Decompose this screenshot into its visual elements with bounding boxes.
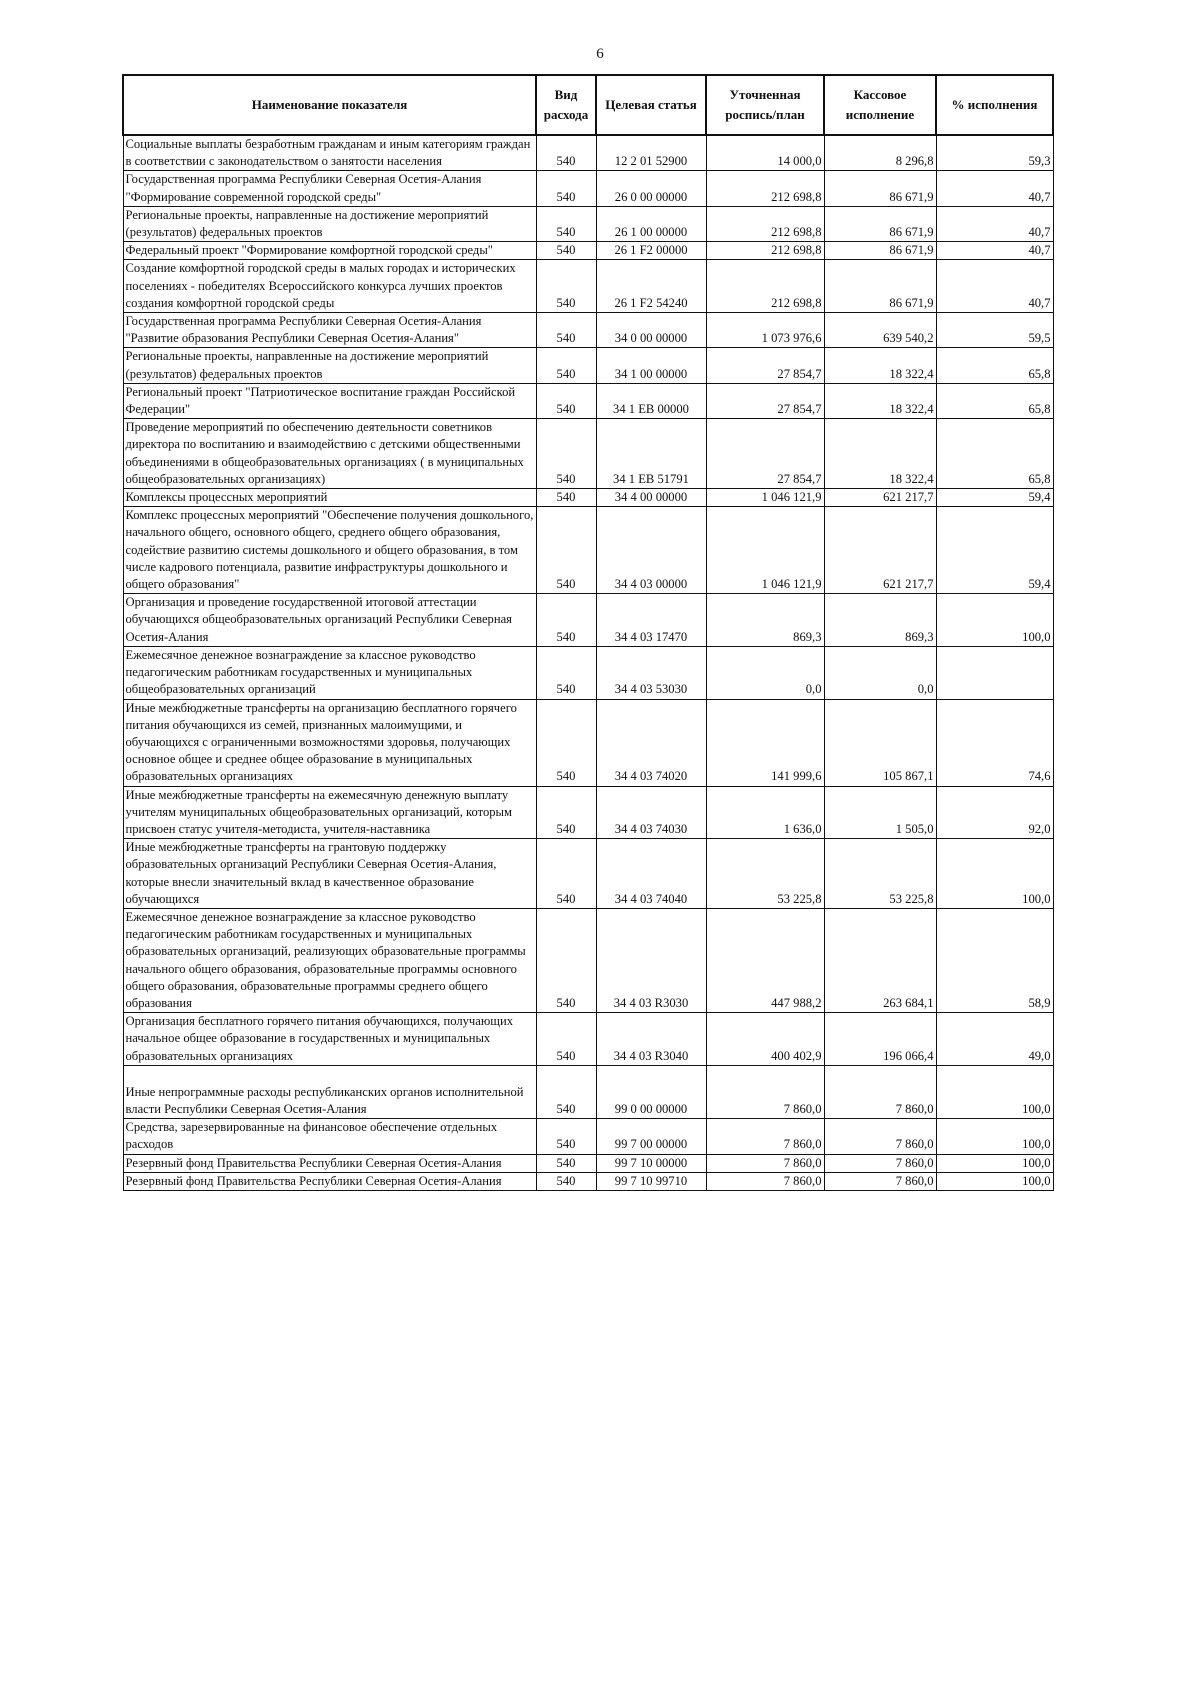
- cell-cel: 34 1 EB 51791: [596, 419, 706, 489]
- table-row: [123, 206, 1053, 241]
- cell-kass: 7 860,0: [824, 1119, 936, 1154]
- cell-cel: 99 7 10 00000: [596, 1154, 706, 1172]
- cell-plan: 7 860,0: [706, 1154, 824, 1172]
- cell-name: Ежемесячное денежное вознаграждение за классное руководство педагогическим работникам государственных и муниципальных общеобразовательных организаций: [123, 646, 536, 699]
- cell-pct: 40,7: [936, 260, 1053, 313]
- table-row: [123, 507, 1053, 594]
- table-row: [123, 908, 1053, 1012]
- cell-cel: 34 4 03 74030: [596, 786, 706, 839]
- cell-name: Организация и проведение государственной итоговой аттестации обучающихся общеобразовательных организаций Республики Северная Осетия-Алания: [123, 594, 536, 647]
- cell-cel: 34 4 03 53030: [596, 646, 706, 699]
- cell-vid: 540: [536, 1172, 596, 1190]
- cell-vid: 540: [536, 699, 596, 786]
- cell-plan: 869,3: [706, 594, 824, 647]
- table-row: [123, 1172, 1053, 1190]
- cell-pct: 40,7: [936, 206, 1053, 241]
- cell-plan: 0,0: [706, 646, 824, 699]
- cell-pct: 65,8: [936, 419, 1053, 489]
- cell-cel: 34 4 03 74040: [596, 839, 706, 909]
- cell-cel: 34 4 03 R3030: [596, 908, 706, 1012]
- cell-plan: 400 402,9: [706, 1013, 824, 1066]
- cell-vid: 540: [536, 313, 596, 348]
- table-header-row: [123, 75, 1053, 135]
- cell-cel: 34 4 03 74020: [596, 699, 706, 786]
- cell-kass: 105 867,1: [824, 699, 936, 786]
- cell-plan: 27 854,7: [706, 348, 824, 383]
- table-row: [123, 489, 1053, 507]
- cell-plan: 1 073 976,6: [706, 313, 824, 348]
- cell-plan: 141 999,6: [706, 699, 824, 786]
- cell-name: Проведение мероприятий по обеспечению деятельности советников директора по воспитанию и взаимодействию с детскими общественными объединениями в общеобразовательных организациях ( в муниципальных общеобразовательных организациях): [123, 419, 536, 489]
- cell-pct: 59,4: [936, 507, 1053, 594]
- cell-name: Региональный проект "Патриотическое воспитание граждан Российской Федерации": [123, 383, 536, 418]
- cell-kass: 8 296,8: [824, 135, 936, 171]
- cell-pct: 100,0: [936, 1172, 1053, 1190]
- table-row: [123, 594, 1053, 647]
- cell-kass: 18 322,4: [824, 348, 936, 383]
- cell-vid: 540: [536, 242, 596, 260]
- budget-execution-table: [122, 74, 1054, 1191]
- cell-pct: 40,7: [936, 242, 1053, 260]
- cell-vid: 540: [536, 839, 596, 909]
- cell-cel: 34 1 EB 00000: [596, 383, 706, 418]
- cell-plan: 1 046 121,9: [706, 507, 824, 594]
- table-row: [123, 839, 1053, 909]
- cell-kass: 18 322,4: [824, 383, 936, 418]
- cell-pct: 100,0: [936, 1119, 1053, 1154]
- header-pct: % исполнения: [936, 75, 1053, 135]
- header-vid: Вид расхода: [536, 75, 596, 135]
- cell-name: Иные межбюджетные трансферты на организацию бесплатного горячего питания обучающихся из семей, признанных малоимущими, и обучающихся с ограниченными возможностями здоровья, получающих основное общее и среднее общее образование в муниципальных образовательных организациях: [123, 699, 536, 786]
- cell-vid: 540: [536, 594, 596, 647]
- cell-pct: 92,0: [936, 786, 1053, 839]
- cell-vid: 540: [536, 171, 596, 206]
- header-plan: Уточненная роспись/план: [706, 75, 824, 135]
- cell-kass: 639 540,2: [824, 313, 936, 348]
- cell-vid: 540: [536, 1065, 596, 1118]
- cell-name: Иные межбюджетные трансферты на ежемесячную денежную выплату учителям муниципальных общеобразовательных организаций, которым присвоен статус учителя-методиста, учителя-наставника: [123, 786, 536, 839]
- cell-name: Государственная программа Республики Северная Осетия-Алания "Формирование современной городской среды": [123, 171, 536, 206]
- cell-kass: 86 671,9: [824, 206, 936, 241]
- cell-vid: 540: [536, 1013, 596, 1066]
- cell-pct: 100,0: [936, 594, 1053, 647]
- table-row: [123, 242, 1053, 260]
- cell-plan: 212 698,8: [706, 171, 824, 206]
- cell-kass: 196 066,4: [824, 1013, 936, 1066]
- cell-cel: 34 4 03 00000: [596, 507, 706, 594]
- cell-cel: 26 1 F2 00000: [596, 242, 706, 260]
- cell-kass: 7 860,0: [824, 1065, 936, 1118]
- table-row: [123, 1013, 1053, 1066]
- table-row: [123, 260, 1053, 313]
- table-row: [123, 1119, 1053, 1154]
- cell-name: Социальные выплаты безработным гражданам и иным категориям граждан в соответствии с законодательством о занятости населения: [123, 135, 536, 171]
- cell-plan: 1 636,0: [706, 786, 824, 839]
- cell-name: Резервный фонд Правительства Республики Северная Осетия-Алания: [123, 1172, 536, 1190]
- cell-name: Резервный фонд Правительства Республики Северная Осетия-Алания: [123, 1154, 536, 1172]
- cell-kass: 18 322,4: [824, 419, 936, 489]
- cell-plan: 212 698,8: [706, 242, 824, 260]
- cell-vid: 540: [536, 646, 596, 699]
- cell-plan: 1 046 121,9: [706, 489, 824, 507]
- cell-plan: 53 225,8: [706, 839, 824, 909]
- cell-cel: 99 7 10 99710: [596, 1172, 706, 1190]
- cell-cel: 99 0 00 00000: [596, 1065, 706, 1118]
- cell-pct: 65,8: [936, 383, 1053, 418]
- table-row: [123, 419, 1053, 489]
- table-row: [123, 171, 1053, 206]
- cell-plan: 7 860,0: [706, 1065, 824, 1118]
- cell-vid: 540: [536, 135, 596, 171]
- cell-name: Иные межбюджетные трансферты на грантовую поддержку образовательных организаций Республики Северная Осетия-Алания, которые внесли значительный вклад в качественное образование обучающихся: [123, 839, 536, 909]
- cell-vid: 540: [536, 1154, 596, 1172]
- cell-plan: 447 988,2: [706, 908, 824, 1012]
- cell-kass: 869,3: [824, 594, 936, 647]
- cell-pct: 100,0: [936, 1065, 1053, 1118]
- cell-kass: 263 684,1: [824, 908, 936, 1012]
- cell-vid: 540: [536, 348, 596, 383]
- cell-cel: 12 2 01 52900: [596, 135, 706, 171]
- cell-name: Создание комфортной городской среды в малых городах и исторических поселениях - победителях Всероссийского конкурса лучших проектов создания комфортной городской среды: [123, 260, 536, 313]
- cell-kass: 53 225,8: [824, 839, 936, 909]
- table-row: [123, 786, 1053, 839]
- cell-kass: 1 505,0: [824, 786, 936, 839]
- cell-pct: [936, 646, 1053, 699]
- cell-cel: 26 0 00 00000: [596, 171, 706, 206]
- cell-kass: 86 671,9: [824, 171, 936, 206]
- cell-name: Средства, зарезервированные на финансовое обеспечение отдельных расходов: [123, 1119, 536, 1154]
- cell-cel: 99 7 00 00000: [596, 1119, 706, 1154]
- cell-cel: 26 1 00 00000: [596, 206, 706, 241]
- cell-cel: 34 4 03 17470: [596, 594, 706, 647]
- cell-name: Региональные проекты, направленные на достижение мероприятий (результатов) федеральных проектов: [123, 348, 536, 383]
- cell-cel: 34 4 00 00000: [596, 489, 706, 507]
- cell-plan: 27 854,7: [706, 383, 824, 418]
- cell-plan: 14 000,0: [706, 135, 824, 171]
- cell-vid: 540: [536, 1119, 596, 1154]
- cell-cel: 34 1 00 00000: [596, 348, 706, 383]
- table-row: [123, 383, 1053, 418]
- cell-vid: 540: [536, 908, 596, 1012]
- table-row: [123, 1065, 1053, 1118]
- table-row: [123, 1154, 1053, 1172]
- table-row: [123, 699, 1053, 786]
- cell-vid: 540: [536, 507, 596, 594]
- cell-pct: 59,3: [936, 135, 1053, 171]
- cell-pct: 59,4: [936, 489, 1053, 507]
- cell-name: Государственная программа Республики Северная Осетия-Алания "Развитие образования Республики Северная Осетия-Алания": [123, 313, 536, 348]
- cell-name: Ежемесячное денежное вознаграждение за классное руководство педагогическим работникам государственных и муниципальных образовательных организаций, реализующих образовательные программы начального общего образования, образовательные программы основного общего образования, образовательные программы среднего общего образования: [123, 908, 536, 1012]
- cell-pct: 100,0: [936, 1154, 1053, 1172]
- header-kass: Кассовое исполнение: [824, 75, 936, 135]
- page-number: 6: [596, 46, 604, 62]
- cell-cel: 26 1 F2 54240: [596, 260, 706, 313]
- cell-kass: 621 217,7: [824, 489, 936, 507]
- table-row: [123, 313, 1053, 348]
- header-cel: Целевая статья: [596, 75, 706, 135]
- cell-pct: 74,6: [936, 699, 1053, 786]
- cell-plan: 212 698,8: [706, 260, 824, 313]
- cell-name: Организация бесплатного горячего питания обучающихся, получающих начальное общее образование в государственных и муниципальных образовательных организациях: [123, 1013, 536, 1066]
- cell-name: Иные непрограммные расходы республиканских органов исполнительной власти Республики Северная Осетия-Алания: [123, 1065, 536, 1118]
- cell-kass: 7 860,0: [824, 1172, 936, 1190]
- cell-kass: 621 217,7: [824, 507, 936, 594]
- cell-name: Федеральный проект "Формирование комфортной городской среды": [123, 242, 536, 260]
- cell-name: Комплексы процессных мероприятий: [123, 489, 536, 507]
- cell-plan: 27 854,7: [706, 419, 824, 489]
- cell-vid: 540: [536, 489, 596, 507]
- cell-name: Комплекс процессных мероприятий "Обеспечение получения дошкольного, начального общего, основного общего, среднего общего образования, содействие развитию системы дошкольного и общего образования, в том числе кадрового потенциала, развитие инфраструктуры дошкольного и общего образования": [123, 507, 536, 594]
- cell-plan: 7 860,0: [706, 1172, 824, 1190]
- cell-cel: 34 4 03 R3040: [596, 1013, 706, 1066]
- cell-vid: 540: [536, 206, 596, 241]
- cell-plan: 7 860,0: [706, 1119, 824, 1154]
- table-row: [123, 646, 1053, 699]
- cell-vid: 540: [536, 260, 596, 313]
- cell-kass: 0,0: [824, 646, 936, 699]
- cell-kass: 86 671,9: [824, 260, 936, 313]
- cell-vid: 540: [536, 383, 596, 418]
- cell-kass: 86 671,9: [824, 242, 936, 260]
- cell-pct: 59,5: [936, 313, 1053, 348]
- cell-vid: 540: [536, 419, 596, 489]
- header-name: Наименование показателя: [123, 75, 536, 135]
- cell-vid: 540: [536, 786, 596, 839]
- cell-name: Региональные проекты, направленные на достижение мероприятий (результатов) федеральных проектов: [123, 206, 536, 241]
- cell-cel: 34 0 00 00000: [596, 313, 706, 348]
- cell-pct: 49,0: [936, 1013, 1053, 1066]
- table-row: [123, 135, 1053, 171]
- cell-kass: 7 860,0: [824, 1154, 936, 1172]
- cell-pct: 40,7: [936, 171, 1053, 206]
- cell-pct: 100,0: [936, 839, 1053, 909]
- cell-pct: 65,8: [936, 348, 1053, 383]
- cell-pct: 58,9: [936, 908, 1053, 1012]
- cell-plan: 212 698,8: [706, 206, 824, 241]
- table-row: [123, 348, 1053, 383]
